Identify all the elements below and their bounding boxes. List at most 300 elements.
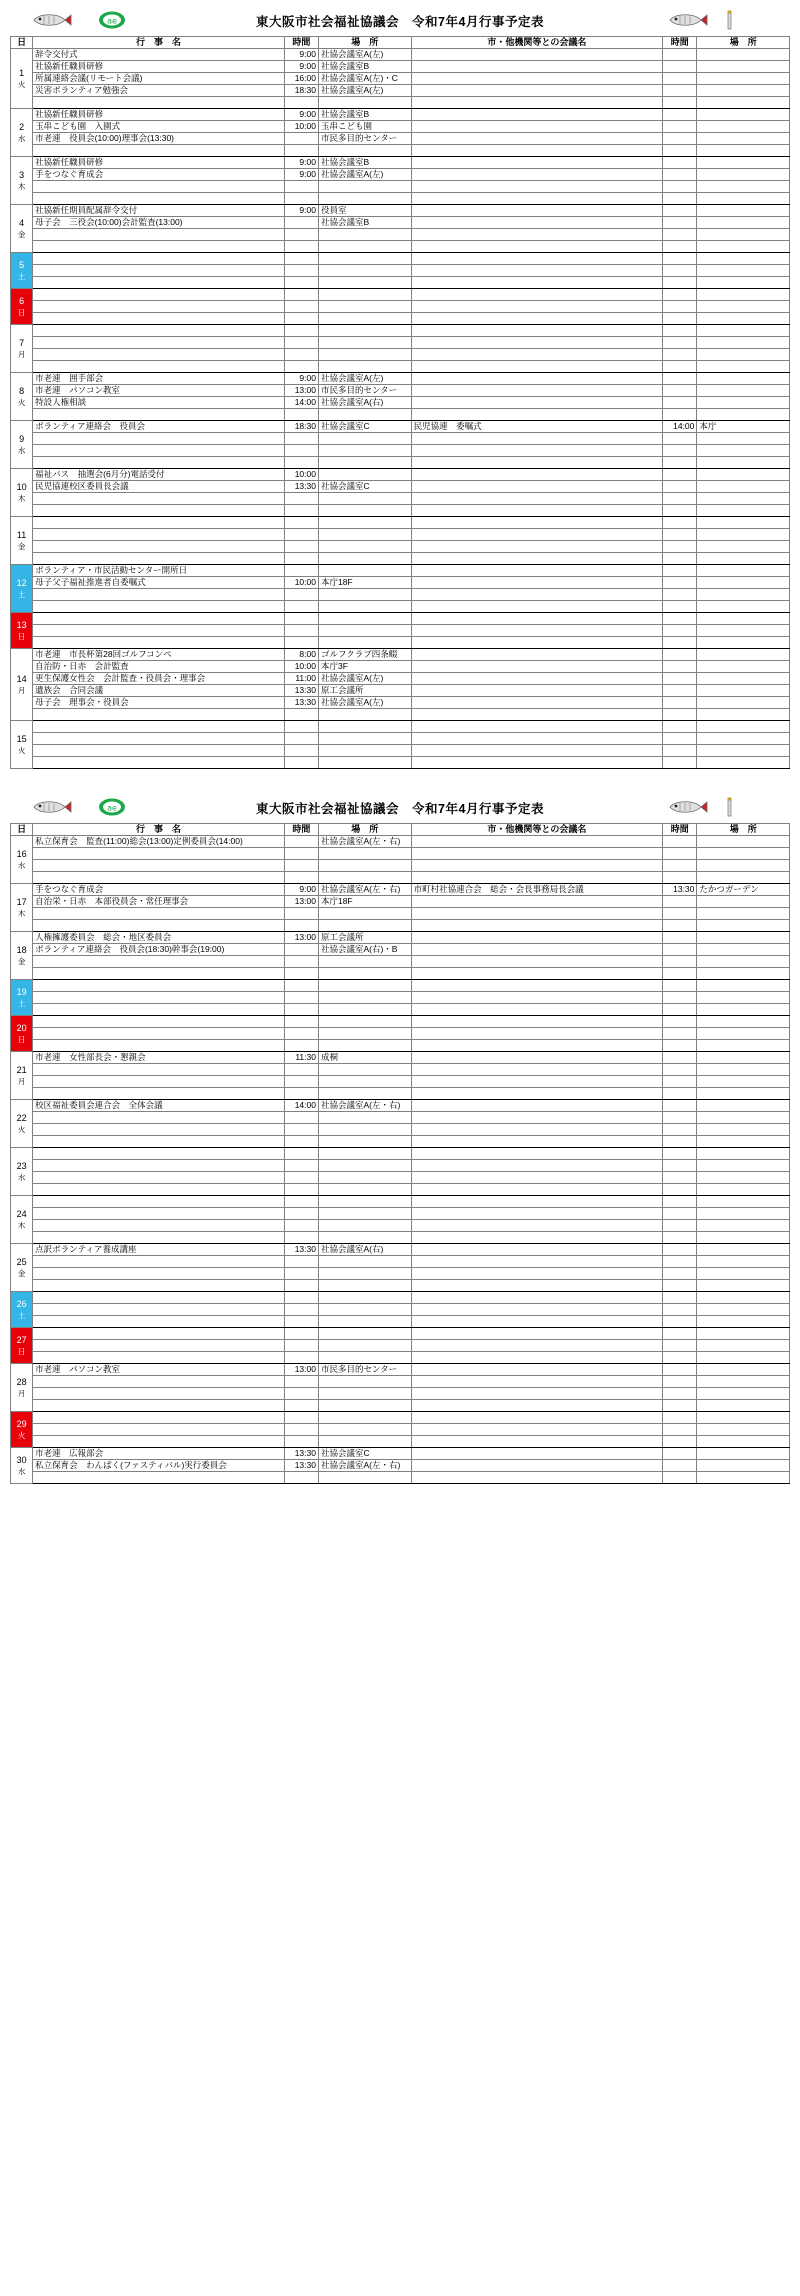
external-time-cell [663,1136,697,1148]
event-place-cell [318,1340,411,1352]
event-place-cell [318,265,411,277]
external-meeting-cell [411,457,663,469]
external-meeting-cell [411,1388,663,1400]
external-time-cell [663,169,697,181]
table-row [11,1460,790,1472]
external-place-cell [697,1148,790,1160]
external-place-cell [697,637,790,649]
external-meeting-cell [411,121,663,133]
external-meeting-cell [411,313,663,325]
external-meeting-cell [411,1244,663,1256]
external-place-cell [697,1268,790,1280]
external-meeting-cell [411,1412,663,1424]
schedule-body-1 [11,49,790,769]
col-external-meeting: 市・他機関等との会議名 [411,37,663,49]
external-place-cell [697,1436,790,1448]
external-place-cell [697,649,790,661]
event-place-cell [318,1424,411,1436]
event-name-cell: 社協新任職員研修 [33,109,285,121]
external-time-cell [663,553,697,565]
event-name-cell: 市老連 役員会(10:00)理事会(13:30) [33,133,285,145]
event-time-cell [284,1040,318,1052]
external-time-cell [663,896,697,908]
external-meeting-cell [411,541,663,553]
event-time-cell: 13:30 [284,685,318,697]
external-time-cell [663,109,697,121]
event-place-cell [318,745,411,757]
table-row [11,1376,790,1388]
col-day: 日 [11,824,33,836]
table-row [11,1328,790,1340]
event-name-cell [33,757,285,769]
event-name-cell [33,1220,285,1232]
event-name-cell: 辞令交付式 [33,49,285,61]
table-row [11,685,790,697]
event-time-cell [284,1436,318,1448]
event-time-cell [284,860,318,872]
event-name-cell [33,313,285,325]
event-time-cell: 9:00 [284,884,318,896]
event-name-cell [33,860,285,872]
event-place-cell [318,553,411,565]
external-meeting-cell [411,980,663,992]
event-time-cell [284,757,318,769]
event-place-cell [318,193,411,205]
external-time-cell [663,493,697,505]
event-time-cell [284,193,318,205]
external-time-cell [663,433,697,445]
external-meeting-cell [411,1160,663,1172]
event-name-cell: 災害ボランティア勉強会 [33,85,285,97]
external-meeting-cell [411,1352,663,1364]
external-time-cell [663,721,697,733]
table-row [11,469,790,481]
event-name-cell [33,517,285,529]
event-place-cell [318,229,411,241]
external-place-cell [697,757,790,769]
event-place-cell [318,97,411,109]
day-cell: 19 土 [11,980,33,1016]
event-place-cell: 本庁3F [318,661,411,673]
event-name-cell [33,1352,285,1364]
table-row [11,625,790,637]
external-meeting-cell [411,757,663,769]
event-place-cell [318,433,411,445]
event-place-cell [318,541,411,553]
event-name-cell [33,1124,285,1136]
table-row [11,325,790,337]
external-place-cell [697,1244,790,1256]
day-cell: 13 日 [11,613,33,649]
event-time-cell [284,445,318,457]
external-meeting-cell [411,1124,663,1136]
external-meeting-cell [411,1268,663,1280]
event-time-cell [284,968,318,980]
event-place-cell: 玉串こども園 [318,121,411,133]
event-name-cell [33,908,285,920]
external-place-cell [697,661,790,673]
table-row [11,1100,790,1112]
external-place-cell [697,745,790,757]
event-name-cell [33,956,285,968]
table-row [11,1244,790,1256]
external-time-cell [663,872,697,884]
event-place-cell [318,469,411,481]
external-time-cell [663,349,697,361]
table-row [11,1448,790,1460]
event-name-cell [33,1004,285,1016]
event-name-cell [33,265,285,277]
table-row [11,241,790,253]
external-time-cell [663,1304,697,1316]
external-place-cell [697,1424,790,1436]
external-time-cell [663,121,697,133]
external-time-cell [663,73,697,85]
day-cell: 24 木 [11,1196,33,1244]
table-row [11,1220,790,1232]
event-place-cell: 社協会議室B [318,61,411,73]
event-place-cell: 社協会議室A(左・右) [318,1460,411,1472]
event-place-cell [318,956,411,968]
external-place-cell [697,577,790,589]
external-time-cell [663,1184,697,1196]
event-place-cell [318,1160,411,1172]
table-row [11,1256,790,1268]
table-row [11,313,790,325]
event-place-cell [318,301,411,313]
external-meeting-cell [411,349,663,361]
external-meeting-cell [411,1184,663,1196]
event-time-cell [284,1328,318,1340]
event-place-cell [318,1148,411,1160]
event-time-cell [284,1412,318,1424]
external-meeting-cell [411,872,663,884]
external-time-cell [663,1328,697,1340]
external-meeting-cell [411,1040,663,1052]
external-meeting-cell [411,661,663,673]
table-row [11,1400,790,1412]
event-time-cell [284,1256,318,1268]
external-place-cell [697,1136,790,1148]
event-name-cell [33,980,285,992]
event-name-cell: 私立保育会 監査(11:00)総会(13:00)定例委員会(14:00) [33,836,285,848]
external-place-cell [697,301,790,313]
external-time-cell [663,97,697,109]
event-name-cell: 市老連 広報部会 [33,1448,285,1460]
external-place-cell [697,373,790,385]
event-name-cell [33,1280,285,1292]
event-name-cell: ボランティア・市民活動センター開所日 [33,565,285,577]
external-place-cell [697,1232,790,1244]
table-row [11,1124,790,1136]
external-time-cell [663,469,697,481]
table-row [11,1388,790,1400]
event-place-cell [318,1400,411,1412]
external-place-cell [697,325,790,337]
event-time-cell [284,625,318,637]
external-time-cell: 13:30 [663,884,697,896]
event-place-cell [318,313,411,325]
external-meeting-cell: 市町村社協連合会 総会・会長事務局長会議 [411,884,663,896]
event-time-cell [284,217,318,229]
event-time-cell [284,1292,318,1304]
external-meeting-cell [411,613,663,625]
table-row [11,49,790,61]
event-name-cell [33,992,285,1004]
event-place-cell: 社協会議室A(右) [318,1244,411,1256]
table-row [11,745,790,757]
external-place-cell [697,253,790,265]
day-cell: 1 火 [11,49,33,109]
event-time-cell [284,349,318,361]
external-time-cell [663,517,697,529]
event-place-cell [318,529,411,541]
event-place-cell [318,349,411,361]
day-cell: 26 土 [11,1292,33,1328]
event-name-cell [33,1256,285,1268]
event-place-cell: 原工会議所 [318,932,411,944]
external-meeting-cell [411,1328,663,1340]
event-place-cell [318,445,411,457]
event-name-cell [33,1400,285,1412]
day-cell: 12 土 [11,565,33,613]
event-time-cell [284,613,318,625]
external-time-cell [663,1424,697,1436]
event-name-cell [33,1412,285,1424]
external-time-cell [663,944,697,956]
external-time-cell [663,1052,697,1064]
external-place-cell [697,505,790,517]
page-title: 東大阪市社会福祉協議会 令和7年4月行事予定表 [256,15,544,29]
event-place-cell [318,1352,411,1364]
external-place-cell [697,1040,790,1052]
event-place-cell [318,325,411,337]
event-place-cell: 社協会議室A(右) [318,397,411,409]
external-place-cell [697,169,790,181]
event-place-cell [318,1064,411,1076]
event-name-cell: 母子会 理事会・役員会 [33,697,285,709]
external-time-cell [663,1316,697,1328]
table-row [11,1016,790,1028]
event-place-cell: 社協会議室A(左) [318,85,411,97]
external-meeting-cell [411,1364,663,1376]
external-place-cell [697,1004,790,1016]
day-cell: 27 日 [11,1328,33,1364]
event-name-cell: 福祉バス 抽選会(6月分)電話受付 [33,469,285,481]
external-meeting-cell [411,265,663,277]
table-row [11,661,790,673]
day-cell: 5 土 [11,253,33,289]
event-time-cell [284,1280,318,1292]
external-meeting-cell [411,97,663,109]
external-meeting-cell [411,601,663,613]
event-place-cell [318,968,411,980]
table-row [11,253,790,265]
event-place-cell [318,457,411,469]
external-time-cell [663,541,697,553]
external-meeting-cell [411,733,663,745]
event-time-cell [284,1112,318,1124]
external-time-cell [663,49,697,61]
event-place-cell [318,992,411,1004]
event-place-cell [318,1028,411,1040]
external-place-cell [697,193,790,205]
event-time-cell: 13:30 [284,697,318,709]
event-place-cell: 社協会議室B [318,109,411,121]
external-time-cell [663,529,697,541]
day-cell: 21 月 [11,1052,33,1100]
external-place-cell [697,1316,790,1328]
event-name-cell [33,1436,285,1448]
table-row [11,673,790,685]
external-time-cell [663,505,697,517]
table-row [11,1076,790,1088]
external-place-cell [697,836,790,848]
event-place-cell [318,1004,411,1016]
external-place-cell [697,1340,790,1352]
event-time-cell: 14:00 [284,1100,318,1112]
external-place-cell [697,361,790,373]
external-place-cell [697,733,790,745]
table-row [11,932,790,944]
table-row [11,1364,790,1376]
event-name-cell: 遺族会 合同会議 [33,685,285,697]
event-name-cell [33,1184,285,1196]
event-place-cell: 原工会議所 [318,685,411,697]
event-name-cell [33,1088,285,1100]
external-time-cell [663,848,697,860]
event-name-cell: 民児協連校区委員長会議 [33,481,285,493]
external-place-cell [697,157,790,169]
day-cell: 20 日 [11,1016,33,1052]
table-row [11,169,790,181]
external-time-cell [663,1400,697,1412]
event-time-cell: 10:00 [284,469,318,481]
external-meeting-cell: 民児協連 委嘱式 [411,421,663,433]
event-place-cell [318,1256,411,1268]
external-place-cell: たかつガーデン [697,884,790,896]
day-cell: 2 水 [11,109,33,157]
external-meeting-cell [411,1004,663,1016]
external-place-cell [697,1256,790,1268]
external-place-cell [697,1364,790,1376]
table-row [11,956,790,968]
event-name-cell: 私立保育会 わんぱく(ファスティバル)実行委員会 [33,1460,285,1472]
external-meeting-cell [411,896,663,908]
external-meeting-cell [411,932,663,944]
external-meeting-cell [411,1196,663,1208]
event-time-cell [284,181,318,193]
external-meeting-cell [411,277,663,289]
event-place-cell: 社協会議室A(右)・B [318,944,411,956]
event-name-cell [33,181,285,193]
external-time-cell [663,625,697,637]
external-place-cell [697,848,790,860]
event-name-cell: 市老連 囲手部会 [33,373,285,385]
external-meeting-cell [411,169,663,181]
event-name-cell [33,337,285,349]
sheet-header-1 [10,6,790,36]
day-cell: 25 金 [11,1244,33,1292]
event-place-cell [318,1172,411,1184]
event-place-cell: 役員室 [318,205,411,217]
table-row [11,992,790,1004]
external-place-cell [697,409,790,421]
external-meeting-cell [411,373,663,385]
event-name-cell [33,289,285,301]
event-place-cell: 社協会議室C [318,421,411,433]
external-place-cell [697,433,790,445]
svg-text:ae: ae [107,16,117,26]
event-time-cell [284,1148,318,1160]
event-name-cell [33,493,285,505]
event-place-cell [318,1232,411,1244]
event-name-cell [33,1388,285,1400]
event-time-cell [284,872,318,884]
event-place-cell [318,241,411,253]
table-row [11,181,790,193]
external-time-cell [663,481,697,493]
external-meeting-cell [411,709,663,721]
event-time-cell [284,433,318,445]
table-row [11,1268,790,1280]
external-time-cell [663,649,697,661]
schedule-table-2 [10,823,790,1484]
event-time-cell: 13:30 [284,481,318,493]
event-name-cell: 校区福祉委員会連合会 全体会議 [33,1100,285,1112]
external-time-cell [663,836,697,848]
event-name-cell: 母子父子福祉推進者自委嘱式 [33,577,285,589]
external-place-cell [697,1064,790,1076]
event-place-cell [318,709,411,721]
event-time-cell [284,457,318,469]
external-meeting-cell [411,968,663,980]
external-time-cell [663,1076,697,1088]
external-time-cell [663,1112,697,1124]
external-place-cell [697,205,790,217]
table-row [11,373,790,385]
external-place-cell [697,133,790,145]
event-name-cell [33,872,285,884]
event-time-cell [284,836,318,848]
external-time-cell [663,301,697,313]
table-row [11,1052,790,1064]
external-meeting-cell [411,1232,663,1244]
event-place-cell [318,1196,411,1208]
event-place-cell: 本庁18F [318,577,411,589]
external-meeting-cell [411,301,663,313]
event-time-cell [284,956,318,968]
external-place-cell [697,1400,790,1412]
event-time-cell [284,980,318,992]
external-time-cell [663,133,697,145]
event-name-cell [33,1196,285,1208]
event-time-cell [284,1340,318,1352]
event-place-cell: 社協会議室A(左・右) [318,836,411,848]
table-row [11,541,790,553]
external-meeting-cell [411,1472,663,1484]
external-time-cell [663,1436,697,1448]
external-meeting-cell [411,589,663,601]
external-time-cell [663,145,697,157]
table-row [11,457,790,469]
external-time-cell [663,565,697,577]
external-meeting-cell [411,1256,663,1268]
external-meeting-cell [411,944,663,956]
external-meeting-cell [411,289,663,301]
event-time-cell [284,1088,318,1100]
table-row [11,529,790,541]
